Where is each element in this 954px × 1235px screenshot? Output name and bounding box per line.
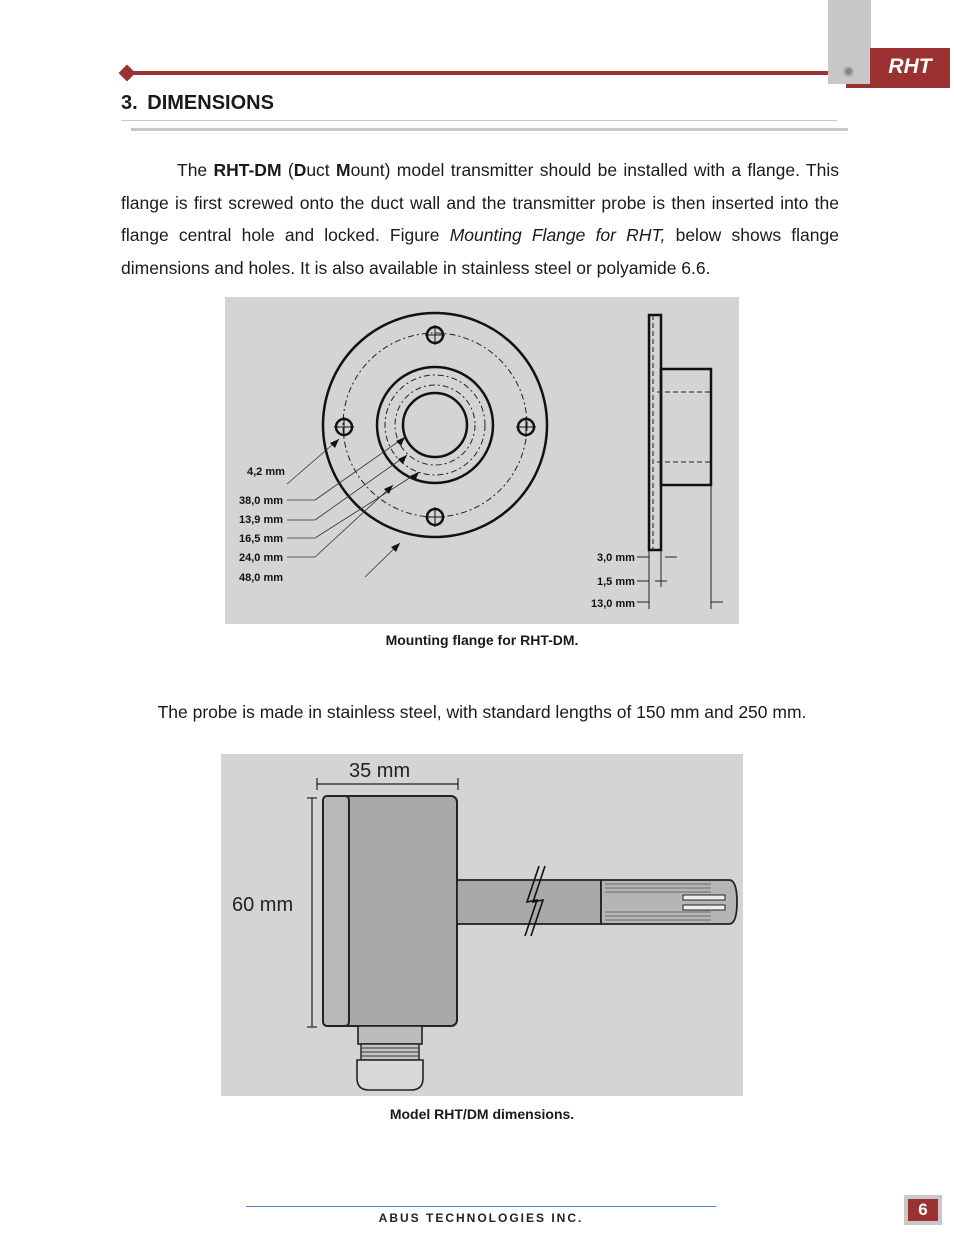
- label-hole: 4,2 mm: [247, 466, 285, 478]
- probe-slot-bottom: [683, 905, 725, 910]
- section-number: 3.: [121, 92, 138, 114]
- housing-figure: [221, 754, 743, 1096]
- mount-letter: M: [336, 160, 351, 180]
- diamond-icon: [119, 65, 136, 82]
- header-badge: RHT: [870, 48, 950, 86]
- label-s2: 1,5 mm: [597, 576, 635, 588]
- label-d5: 48,0 mm: [239, 572, 284, 584]
- gland-nut: [358, 1026, 422, 1044]
- width-label: 35 mm: [349, 760, 411, 782]
- probe-paragraph: The probe is made in stainless steel, with standard lengths of 150 mm and 250 mm.: [157, 702, 807, 722]
- intro-text: The: [177, 160, 214, 180]
- figure1-caption: Mounting flange for RHT-DM.: [385, 632, 579, 648]
- intro-text: ount) model transmitter should be installed with a flange. This flange is first screwed onto the duct wall and the transmitter probe is then inserted into the flange central hole and locked. Figure: [121, 160, 839, 245]
- bullet-icon: [843, 66, 854, 77]
- height-label: 60 mm: [232, 894, 294, 916]
- probe-tip: [601, 880, 737, 924]
- intro-paragraph: [121, 154, 839, 284]
- flange-outer-circle: [323, 313, 547, 537]
- flange-figure: [225, 297, 739, 624]
- flange-hub-circle: [377, 367, 493, 483]
- duct-letter: D: [293, 160, 307, 180]
- break-mark-2: [531, 866, 545, 936]
- page-number: 6: [908, 1199, 938, 1221]
- label-d4: 24,0 mm: [239, 552, 284, 564]
- gland-cap: [357, 1060, 423, 1090]
- figure2-caption: Model RHT/DM dimensions.: [389, 1106, 575, 1122]
- section-title: [121, 92, 274, 115]
- header-rule: [124, 71, 828, 75]
- label-d1: 38,0 mm: [239, 495, 284, 507]
- bore-inner-circle: [395, 385, 475, 465]
- title-rule-thick: [131, 128, 848, 131]
- flange-side-plate: [649, 315, 661, 550]
- label-s3: 13,0 mm: [591, 598, 636, 610]
- figure-reference: Mounting Flange for RHT,: [449, 225, 666, 245]
- flange-drawing: [225, 297, 739, 624]
- intro-text: below shows flange dimensions and holes. It is also available in stainless steel or polyamide 6.6.: [121, 225, 839, 278]
- label-d3: 16,5 mm: [239, 533, 284, 545]
- housing-drawing: [221, 754, 743, 1096]
- bolt-circle: [343, 333, 527, 517]
- flange-side-hub: [661, 369, 711, 485]
- probe-slot-top: [683, 895, 725, 900]
- label-s1: 3,0 mm: [597, 552, 635, 564]
- label-d2: 13,9 mm: [239, 514, 284, 526]
- housing-lid: [323, 796, 349, 1026]
- flange-bore-circle: [403, 393, 467, 457]
- intro-text: uct: [306, 160, 336, 180]
- footer-rule: [246, 1206, 716, 1207]
- title-rule: [121, 120, 837, 121]
- section-heading: DIMENSIONS: [147, 92, 274, 114]
- intro-text: (: [281, 160, 294, 180]
- model-name: RHT-DM: [213, 160, 282, 180]
- footer-company: ABUS TECHNOLOGIES INC.: [378, 1211, 584, 1225]
